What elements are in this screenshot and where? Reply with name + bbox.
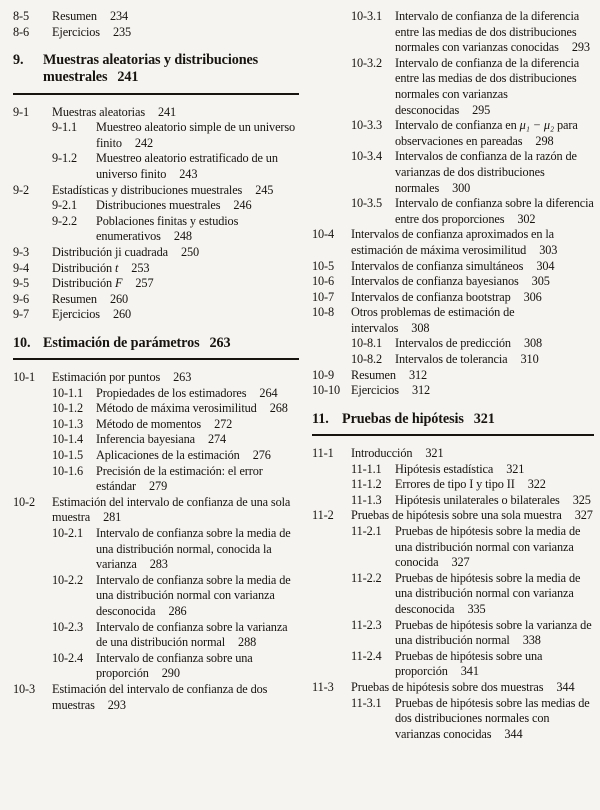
entry-title: Pruebas de hipótesis sobre la varianza de una distribución normal 338 <box>395 617 592 648</box>
entry-title: Poblaciones finitas y estudios enumerativos 248 <box>96 213 239 244</box>
entry-page-number: 260 <box>109 291 129 306</box>
entry-page-number: 283 <box>149 557 168 572</box>
entry-title: Intervalos de confianza de la razón de varianzas de dos distribuciones normales 300 <box>395 149 577 195</box>
entry-page-number: 344 <box>556 679 575 694</box>
entry-page-number: 322 <box>527 477 546 492</box>
entry-number: 11-2 <box>312 508 334 523</box>
entry-number: 10-8 <box>312 305 335 320</box>
entry-number: 10-1.1 <box>52 385 84 400</box>
entry-number: 10-1.4 <box>52 432 84 447</box>
toc-entry <box>13 25 299 41</box>
toc-entry <box>312 680 594 696</box>
entry-number: 9-1 <box>13 104 30 119</box>
toc-entry <box>13 214 299 245</box>
entry-number: 10-2.4 <box>52 650 84 665</box>
entry-page-number: 245 <box>255 182 274 197</box>
entry-number: 10-1.3 <box>52 416 84 431</box>
entry-page-number: 305 <box>531 274 550 289</box>
entry-number: 10-2.2 <box>52 572 84 587</box>
toc-entry <box>13 261 299 277</box>
italic-text: t <box>115 260 119 275</box>
toc-entry <box>13 448 299 464</box>
toc-entry <box>13 526 299 573</box>
entry-title: Intervalo de confianza en μ₁ − μ₂ para observaciones en pareadas 298 <box>395 118 578 148</box>
entry-title: Método de momentos 272 <box>96 416 233 431</box>
entry-title: Resumen 260 <box>52 291 129 306</box>
toc-entry <box>312 368 594 384</box>
toc-entry <box>312 196 594 227</box>
entry-page-number: 300 <box>452 180 471 195</box>
toc-entry <box>13 495 299 526</box>
toc-entry <box>13 370 299 386</box>
toc-entry <box>13 386 299 402</box>
chapter-title: Muestras aleatorias y distribuciones muestrales 241 <box>43 52 259 86</box>
toc-entry <box>13 292 299 308</box>
entry-number: 10-1 <box>13 370 36 385</box>
entry-number: 8-5 <box>13 9 30 23</box>
toc-entry <box>13 682 299 713</box>
toc-entry <box>312 118 594 149</box>
entry-number: 11-2.4 <box>351 648 382 663</box>
entry-title: Muestreo aleatorio simple de un universo finito 242 <box>96 120 296 150</box>
entry-number: 8-6 <box>13 24 30 39</box>
entry-page-number: 293 <box>571 40 590 55</box>
toc-entry <box>312 524 594 571</box>
entry-title: Pruebas de hipótesis sobre una sola muestra 327 <box>351 508 593 523</box>
toc-entry <box>312 259 594 275</box>
entry-page-number: 312 <box>408 367 428 382</box>
toc-entry <box>312 493 594 509</box>
entry-title: Estimación por puntos 263 <box>52 370 192 385</box>
entry-number: 11-1 <box>312 446 334 461</box>
entry-title: Pruebas de hipótesis sobre las medias de dos distribuciones normales con varianzas conocidas 344 <box>395 695 590 741</box>
entry-title: Estimación del intervalo de confianza de dos muestras 293 <box>52 681 268 712</box>
entry-title: Pruebas de hipótesis sobre dos muestras 344 <box>351 679 575 694</box>
entry-title: Resumen 234 <box>52 9 129 23</box>
entry-page-number: 302 <box>517 211 536 226</box>
chapter-heading-line <box>13 335 299 352</box>
entry-title: Intervalos de confianza bootstrap 306 <box>351 289 542 304</box>
chapter-page-number: 263 <box>209 334 231 351</box>
toc-entry <box>312 571 594 618</box>
toc-entry <box>312 227 594 258</box>
entry-number: 9-7 <box>13 307 30 322</box>
toc-entry <box>312 508 594 524</box>
entry-title: Errores de tipo I y tipo II 322 <box>395 477 546 492</box>
entry-title: Distribución t 253 <box>52 260 150 275</box>
entry-page-number: 234 <box>109 9 129 23</box>
entry-number: 10-1.2 <box>52 401 84 416</box>
entry-number: 10-1.5 <box>52 448 84 463</box>
entry-number: 9-5 <box>13 276 30 291</box>
entry-page-number: 312 <box>411 383 431 398</box>
chapter-heading <box>312 411 594 436</box>
chapter-heading-line <box>13 52 299 86</box>
entry-page-number: 281 <box>103 510 122 525</box>
entry-title: Intervalos de confianza bayesianos 305 <box>351 274 550 289</box>
entry-number: 10-1.6 <box>52 463 84 478</box>
entry-number: 10-3.4 <box>351 149 383 164</box>
italic-text: F <box>115 276 123 291</box>
toc-entry <box>312 696 594 743</box>
entry-page-number: 274 <box>207 432 227 447</box>
entry-page-number: 260 <box>112 307 132 322</box>
toc-entry <box>13 276 299 292</box>
entry-number: 9-6 <box>13 291 30 306</box>
entry-number: 9-3 <box>13 244 30 259</box>
entry-title: Estimación del intervalo de confianza de una sola muestra 281 <box>52 494 291 525</box>
entry-title: Intervalo de confianza de la diferencia entre las medias de dos distribuciones normales con varianzas conocidas 293 <box>395 9 590 55</box>
entry-title: Hipótesis unilaterales o bilaterales 325 <box>395 492 591 507</box>
toc-entry <box>312 305 594 336</box>
entry-number: 11-1.2 <box>351 477 382 492</box>
toc-entry <box>312 56 594 118</box>
entry-page-number: 335 <box>467 601 486 616</box>
entry-title: Intervalos de tolerancia 310 <box>395 352 539 367</box>
toc-entry <box>312 649 594 680</box>
toc-entry <box>312 274 594 290</box>
entry-page-number: 310 <box>520 352 539 367</box>
toc-entry <box>13 245 299 261</box>
toc-entry <box>312 9 594 56</box>
entry-number: 9-2.1 <box>52 198 78 213</box>
entry-number: 9-1.1 <box>52 120 78 135</box>
entry-number: 10-7 <box>312 289 335 304</box>
toc-entry <box>13 573 299 620</box>
entry-page-number: 295 <box>472 102 491 117</box>
entry-page-number: 279 <box>149 479 168 494</box>
chapter-page-number: 241 <box>117 69 139 86</box>
toc-column-right <box>312 9 594 810</box>
entry-page-number: 308 <box>411 320 430 335</box>
entry-page-number: 321 <box>425 446 444 461</box>
entry-number: 11-1.3 <box>351 492 382 507</box>
entry-title: Inferencia bayesiana 274 <box>96 432 227 447</box>
toc-entry <box>13 620 299 651</box>
chapter-heading-line <box>312 411 594 428</box>
toc-entry <box>312 383 594 399</box>
toc-entry <box>13 432 299 448</box>
entry-page-number: 242 <box>134 135 154 150</box>
entry-page-number: 250 <box>180 244 200 259</box>
entry-number: 10-3.2 <box>351 55 383 70</box>
entry-title: Distribuciones muestrales 246 <box>96 198 252 213</box>
entry-page-number: 306 <box>523 289 542 304</box>
entry-page-number: 288 <box>238 635 257 650</box>
chapter-number: 10. <box>13 334 31 351</box>
toc-entry <box>312 618 594 649</box>
chapter-title: Pruebas de hipótesis 321 <box>342 410 495 427</box>
toc-entry <box>13 651 299 682</box>
entry-page-number: 272 <box>214 416 233 431</box>
toc-entry <box>13 401 299 417</box>
entry-page-number: 327 <box>574 508 593 523</box>
entry-page-number: 304 <box>536 258 555 273</box>
entry-page-number: 298 <box>535 133 554 148</box>
toc-column-left <box>13 9 299 810</box>
entry-number: 10-2.1 <box>52 526 84 541</box>
toc-entry <box>312 462 594 478</box>
entry-title: Intervalo de confianza de la diferencia entre las medias de dos distribuciones normales con varianzas desconocidas 295 <box>395 55 580 117</box>
entry-page-number: 268 <box>269 401 288 416</box>
entry-title: Ejercicios 260 <box>52 307 132 322</box>
toc-entry <box>312 446 594 462</box>
toc-entry <box>13 105 299 121</box>
entry-title: Ejercicios 312 <box>351 383 431 398</box>
entry-number: 10-10 <box>312 383 341 398</box>
entry-title: Intervalo de confianza sobre la diferencia entre dos proporciones 302 <box>395 196 594 226</box>
entry-number: 9-2.2 <box>52 213 78 228</box>
toc-entry <box>312 149 594 196</box>
entry-title: Introducción 321 <box>351 446 444 461</box>
toc-entry <box>312 336 594 352</box>
entry-number: 10-8.2 <box>351 352 383 367</box>
entry-page-number: 253 <box>131 260 150 275</box>
entry-title: Intervalo de confianza sobre la media de una distribución normal con varianza desconocida 286 <box>96 572 291 619</box>
entry-number: 10-9 <box>312 367 335 382</box>
entry-title: Resumen 312 <box>351 367 428 382</box>
entry-title: Hipótesis estadística 321 <box>395 461 525 476</box>
entry-number: 10-8.1 <box>351 336 383 351</box>
entry-page-number: 303 <box>539 242 558 257</box>
entry-number: 10-3.1 <box>351 9 383 23</box>
toc-entry <box>13 9 299 25</box>
toc-entry <box>13 120 299 151</box>
entry-page-number: 344 <box>504 726 523 741</box>
entry-number: 10-3.3 <box>351 118 383 133</box>
entry-number: 11-3.1 <box>351 695 382 710</box>
chapter-heading <box>13 335 299 360</box>
entry-page-number: 321 <box>506 461 525 476</box>
entry-title: Muestras aleatorias 241 <box>52 104 177 119</box>
entry-number: 11-2.3 <box>351 617 382 632</box>
entry-page-number: 263 <box>173 370 192 385</box>
entry-number: 11-3 <box>312 679 334 694</box>
entry-page-number: 327 <box>451 555 470 570</box>
toc-entry <box>13 417 299 433</box>
toc-entry <box>13 198 299 214</box>
entry-title: Distribución ji cuadrada 250 <box>52 244 200 259</box>
entry-title: Pruebas de hipótesis sobre la media de una distribución normal con varianza desconocida 335 <box>395 570 581 616</box>
entry-title: Pruebas de hipótesis sobre una proporción 341 <box>395 648 543 679</box>
toc-entry <box>312 290 594 306</box>
entry-number: 9-1.2 <box>52 151 78 166</box>
entry-title: Intervalos de predicción 308 <box>395 336 543 351</box>
entry-title: Intervalo de confianza sobre una proporción 290 <box>96 650 253 681</box>
entry-page-number: 241 <box>158 104 177 119</box>
entry-page-number: 248 <box>173 229 192 244</box>
entry-page-number: 235 <box>112 24 132 39</box>
entry-title: Distribución F 257 <box>52 276 154 291</box>
entry-title: Propiedades de los estimadores 264 <box>96 385 278 400</box>
entry-title: Intervalos de confianza simultáneos 304 <box>351 258 555 273</box>
entry-number: 9-2 <box>13 182 30 197</box>
entry-number: 11-2.1 <box>351 524 382 539</box>
toc-entry <box>13 464 299 495</box>
entry-title: Intervalos de confianza aproximados en la estimación de máxima verosimilitud 303 <box>351 227 558 257</box>
entry-number: 9-4 <box>13 260 30 275</box>
toc-entry <box>312 477 594 493</box>
entry-page-number: 341 <box>460 664 479 679</box>
toc-entry <box>312 352 594 368</box>
entry-page-number: 293 <box>107 697 126 712</box>
entry-number: 11-1.1 <box>351 461 382 476</box>
entry-page-number: 290 <box>161 666 180 681</box>
entry-page-number: 286 <box>168 604 187 619</box>
chapter-heading <box>13 52 299 94</box>
entry-title: Ejercicios 235 <box>52 24 132 39</box>
entry-title: Intervalo de confianza sobre la media de una distribución normal, conocida la varianza 283 <box>96 526 291 572</box>
entry-title: Aplicaciones de la estimación 276 <box>96 448 271 463</box>
entry-number: 10-2.3 <box>52 619 84 634</box>
entry-page-number: 325 <box>572 492 591 507</box>
entry-title: Intervalo de confianza sobre la varianza de una distribución normal 288 <box>96 619 288 650</box>
entry-title: Pruebas de hipótesis sobre la media de una distribución normal con varianza conocida 327 <box>395 524 581 570</box>
entry-page-number: 246 <box>233 198 252 213</box>
entry-title: Estadísticas y distribuciones muestrales 245 <box>52 182 274 197</box>
toc-entry <box>13 307 299 323</box>
entry-page-number: 276 <box>252 448 271 463</box>
toc-entry <box>13 151 299 182</box>
entry-number: 11-2.2 <box>351 570 382 585</box>
entry-title: Método de máxima verosimilitud 268 <box>96 401 288 416</box>
entry-number: 10-4 <box>312 227 335 242</box>
entry-page-number: 243 <box>179 166 198 181</box>
chapter-title: Estimación de parámetros 263 <box>43 334 231 351</box>
entry-number: 10-2 <box>13 494 36 509</box>
entry-page-number: 257 <box>135 276 154 291</box>
entry-page-number: 338 <box>522 633 541 648</box>
entry-page-number: 264 <box>259 385 278 400</box>
chapter-page-number: 321 <box>473 410 495 427</box>
chapter-number: 9. <box>13 52 24 69</box>
entry-number: 10-3 <box>13 681 36 696</box>
entry-page-number: 308 <box>523 336 543 351</box>
entry-title: Otros problemas de estimación de intervalos 308 <box>351 305 515 335</box>
italic-text: μ₁ − μ₂ <box>519 118 555 133</box>
entry-title: Muestreo aleatorio estratificado de un universo finito 243 <box>96 151 278 181</box>
chapter-number: 11. <box>312 410 329 427</box>
entry-number: 10-5 <box>312 258 335 273</box>
entry-title: Precisión de la estimación: el error estándar 279 <box>96 463 263 494</box>
entry-number: 10-6 <box>312 274 335 289</box>
entry-number: 10-3.5 <box>351 196 383 211</box>
toc-entry <box>13 183 299 199</box>
